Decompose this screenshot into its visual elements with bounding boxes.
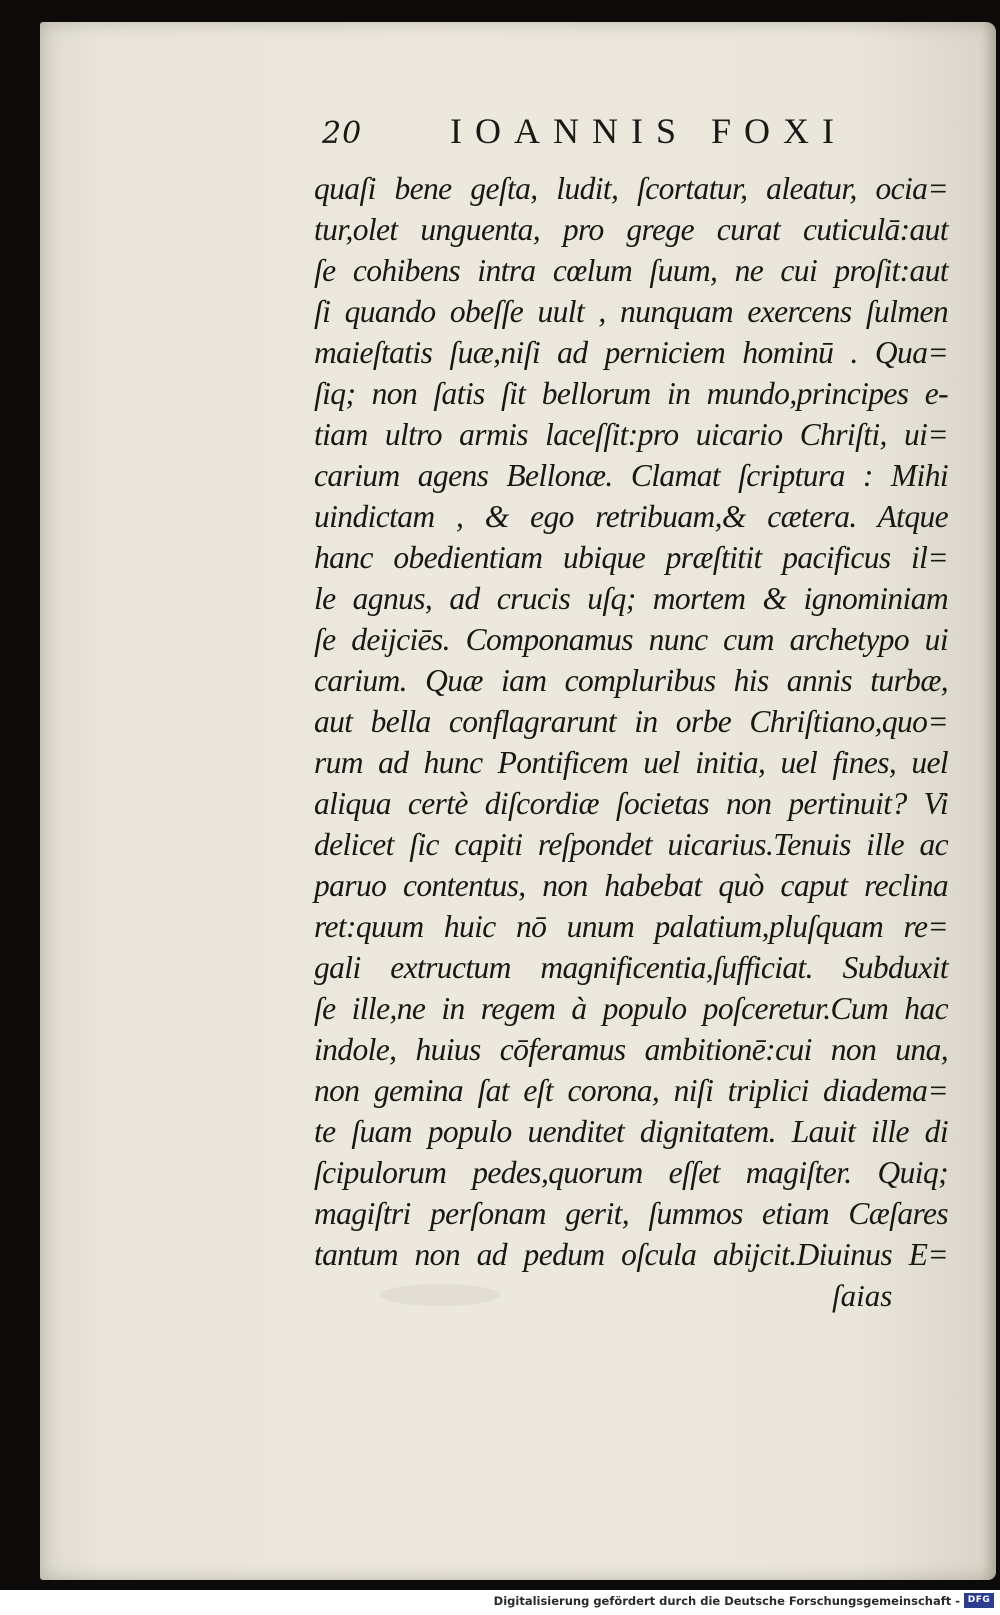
text-line: maieſtatis ſuæ,niſi ad perniciem hominū . Qua= xyxy=(314,335,948,370)
book-page xyxy=(40,22,996,1580)
text-line: le agnus, ad crucis uſq; mortem & ignominiam xyxy=(314,581,948,616)
text-line: aut bella conflagrarunt in orbe Chriſtiano,quo= xyxy=(314,704,948,739)
text-line: tur,olet unguenta, pro grege curat cuticulā:aut xyxy=(314,212,948,247)
catchword: ſaias xyxy=(832,1278,893,1313)
text-line: quaſi bene geſta, ludit, ſcortatur, aleatur, ocia= xyxy=(314,171,948,206)
funding-credit: Digitalisierung gefördert durch die Deutsche Forschungsgemeinschaft - xyxy=(493,1594,960,1608)
text-line: delicet ſic capiti reſpondet uicarius.Tenuis ille ac xyxy=(314,827,948,862)
text-line: paruo contentus, non habebat quò caput reclina xyxy=(314,868,948,903)
text-line: ſe deijciēs. Componamus nunc cum archetypo ui xyxy=(314,622,948,657)
text-line: ret:quum huic nō unum palatium,pluſquam re= xyxy=(314,909,948,944)
text-line: ſiq; non ſatis ſit bellorum in mundo,principes e- xyxy=(314,376,948,411)
running-head xyxy=(322,108,882,156)
footer-bar xyxy=(0,1590,1000,1615)
text-line: uindictam , & ego retribuam,& cætera. Atque xyxy=(314,499,948,534)
text-line: magiſtri perſonam gerit, ſummos etiam Cæſares xyxy=(314,1196,948,1231)
text-line: te ſuam populo uenditet dignitatem. Lauit ille di xyxy=(314,1114,948,1149)
text-line: carium agens Bellonæ. Clamat ſcriptura : Mihi xyxy=(314,458,948,493)
body-text xyxy=(314,168,948,1275)
text-line: ſcipulorum pedes,quorum eſſet magiſter. Quiq; xyxy=(314,1155,948,1190)
text-line: tiam ultro armis laceſſit:pro uicario Chriſti, ui= xyxy=(314,417,948,452)
text-line: ſe ille,ne in regem à populo poſceretur.Cum hac xyxy=(314,991,948,1026)
text-line: aliqua certè diſcordiæ ſocietas non pertinuit? Vi xyxy=(314,786,948,821)
text-line: carium. Quæ iam compluribus his annis turbæ, xyxy=(314,663,948,698)
text-line: rum ad hunc Pontificem uel initia, uel fines, uel xyxy=(314,745,948,780)
running-title: IOANNIS FOXI xyxy=(450,111,847,151)
text-line: gali extructum magnificentia,ſufficiat. Subduxit xyxy=(314,950,948,985)
text-line: tantum non ad pedum oſcula abijcit.Diuinus E= xyxy=(314,1237,948,1272)
text-line: ſi quando obeſſe uult , nunquam exercens ſulmen xyxy=(314,294,948,329)
text-line: hanc obedientiam ubique præſtitit pacificus il= xyxy=(314,540,948,575)
ink-bleed-smudge xyxy=(380,1284,500,1306)
text-line: indole, huius cōferamus ambitionē:cui non una, xyxy=(314,1032,948,1067)
page-edge-shadow xyxy=(982,22,996,1580)
page-number: 20 xyxy=(322,116,363,151)
text-line: ſe cohibens intra cœlum ſuum, ne cui proſit:aut xyxy=(314,253,948,288)
dfg-logo: DFG xyxy=(964,1593,994,1608)
text-line: non gemina ſat eſt corona, niſi triplici diadema= xyxy=(314,1073,948,1108)
